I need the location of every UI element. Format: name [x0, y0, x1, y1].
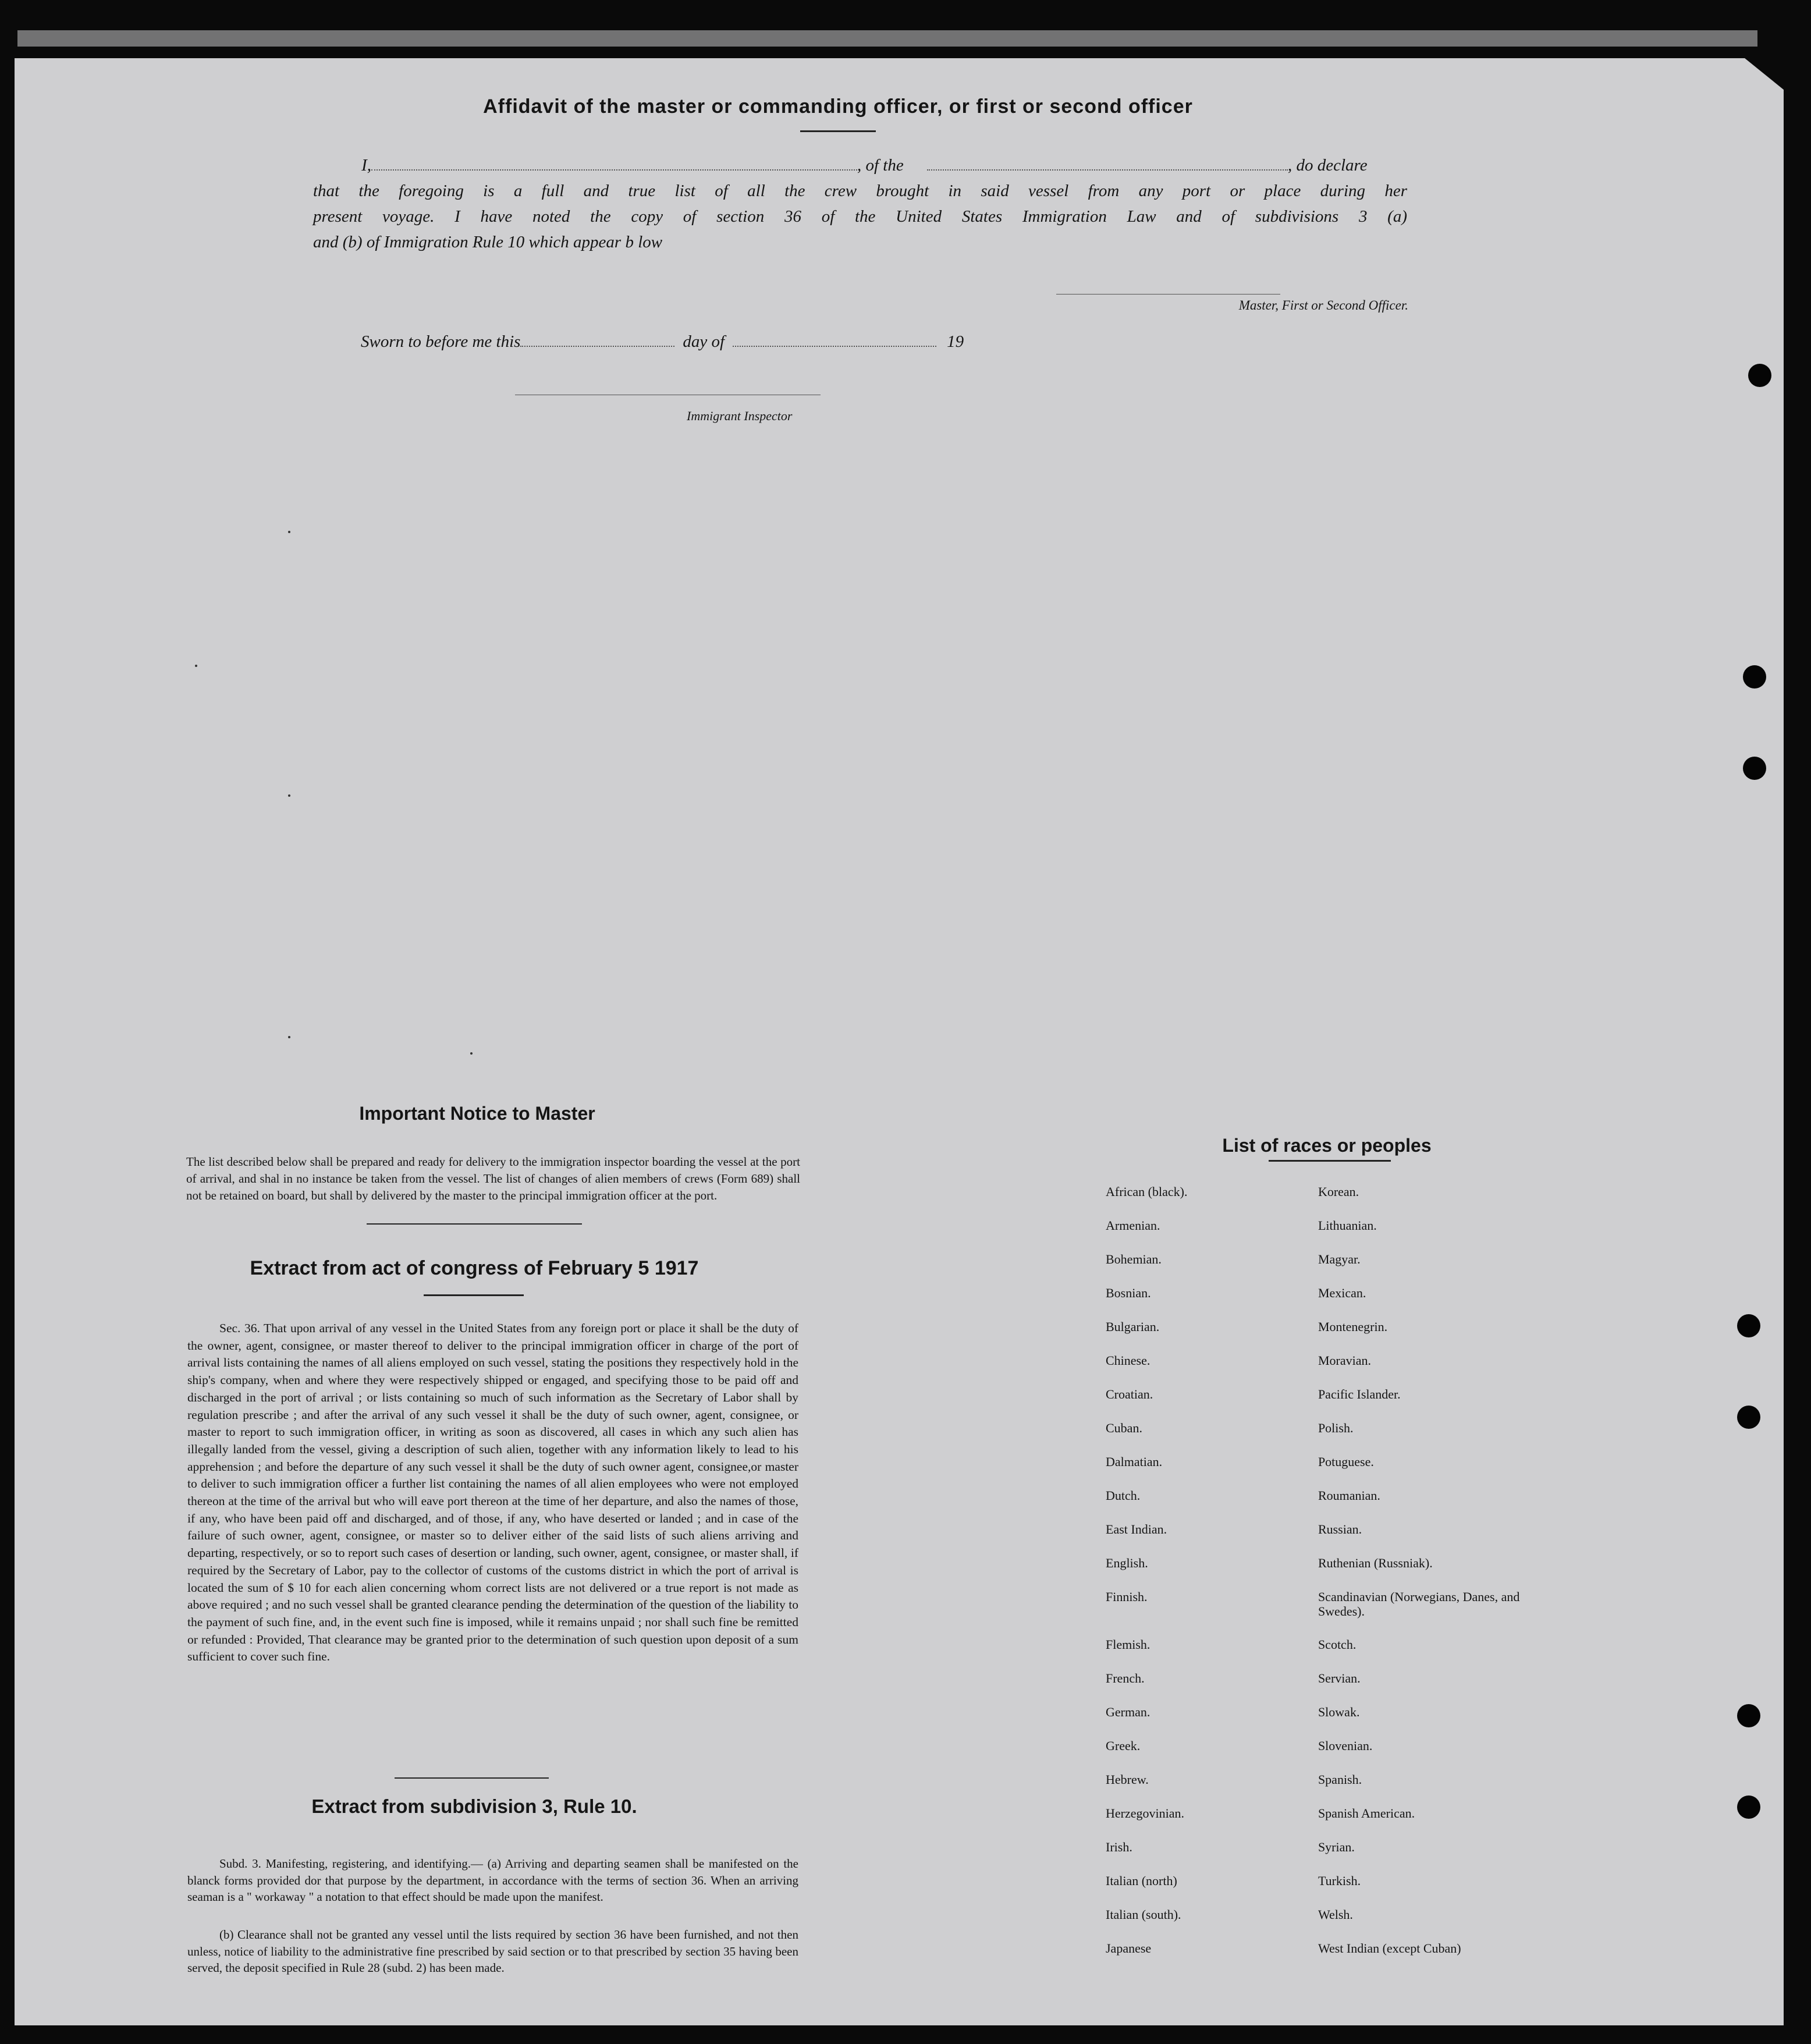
race-name: Moravian. [1318, 1353, 1371, 1368]
race-row [1106, 1353, 1525, 1387]
ink-speck [288, 794, 290, 797]
race-name: Scotch. [1318, 1637, 1357, 1652]
race-name: Italian (south). [1106, 1907, 1181, 1922]
race-row [1106, 1671, 1525, 1705]
race-name: Scandinavian (Norwegians, Danes, and Swedes). [1318, 1589, 1520, 1619]
sworn-line [361, 329, 964, 354]
race-name: Hebrew. [1106, 1772, 1149, 1787]
race-name: Bohemian. [1106, 1252, 1162, 1266]
race-name: Slowak. [1318, 1705, 1360, 1719]
race-name: Pacific Islander. [1318, 1387, 1401, 1401]
declaration-of-the: , of the [857, 156, 904, 175]
race-name: French. [1106, 1671, 1145, 1685]
race-name: Welsh. [1318, 1907, 1353, 1922]
sworn-year-prefix: 19 [947, 332, 964, 351]
race-name: Finnish. [1106, 1589, 1148, 1604]
affidavit-title: Affidavit of the master or commanding officer, or first or second officer [483, 95, 1193, 118]
race-name: Syrian. [1318, 1840, 1355, 1854]
race-name: African (black). [1106, 1184, 1188, 1199]
declaration-line-4: and (b) of Immigration Rule 10 which appear b low [313, 233, 663, 251]
binder-hole [1737, 1704, 1760, 1727]
race-row [1106, 1705, 1525, 1738]
declaration-line-1 [313, 152, 1407, 178]
ink-speck [195, 665, 197, 667]
race-name: Montenegrin. [1318, 1319, 1388, 1334]
race-row [1106, 1941, 1525, 1975]
race-row [1106, 1319, 1525, 1353]
race-name: Dalmatian. [1106, 1454, 1163, 1469]
act-title-underline [424, 1294, 524, 1296]
act-divider [395, 1777, 549, 1779]
name-field[interactable] [371, 169, 857, 171]
race-name: Chinese. [1106, 1353, 1150, 1368]
race-name: East Indian. [1106, 1522, 1167, 1536]
declaration-i: I, [361, 156, 371, 175]
binder-hole [1743, 665, 1766, 689]
sworn-month-field[interactable] [733, 345, 936, 347]
race-row [1106, 1738, 1525, 1772]
declaration-line-3: present voyage. I have noted the copy of section 36 of the United States Immigration Law and of subdivisions 3 (a) [313, 207, 1407, 226]
race-name: German. [1106, 1705, 1150, 1719]
binder-hole [1737, 1406, 1760, 1429]
race-name: Flemish. [1106, 1637, 1150, 1652]
rule-text-b: (b) Clearance shall not be granted any vessel until the lists required by section 36 have been furnished, and not then unless, notice of liability to the administrative fine prescribed by said section or to that prescribed by section 35 having been served, the deposit specified in Rule 28 (subd. 2) has been made. [187, 1928, 798, 1975]
race-name: Italian (north) [1106, 1873, 1177, 1888]
race-row [1106, 1637, 1525, 1671]
race-name: West Indian (except Cuban) [1318, 1941, 1461, 1956]
races-title: List of races or peoples [1222, 1135, 1432, 1156]
race-row [1106, 1252, 1525, 1286]
race-name: Spanish. [1318, 1772, 1362, 1787]
ink-speck [288, 531, 290, 533]
binder-hole [1743, 757, 1766, 780]
declaration-block [313, 152, 1407, 255]
race-row [1106, 1488, 1525, 1522]
races-title-underline [1269, 1160, 1391, 1162]
race-row [1106, 1421, 1525, 1454]
rule-text-a: Subd. 3. Manifesting, registering, and identifying.— (a) Arriving and departing seamen shall be manifested on the blanck forms provided dor that purpose by the department, in accordance with the terms of section 36. When an arriving seaman is a " workaway " a notation to that effect should be made upon the manifest. [187, 1857, 798, 1904]
race-row [1106, 1806, 1525, 1840]
race-row [1106, 1840, 1525, 1873]
sworn-label: Sworn to before me this [361, 332, 521, 351]
binder-hole [1748, 364, 1771, 387]
race-name: Magyar. [1318, 1252, 1361, 1266]
race-name: English. [1106, 1556, 1148, 1570]
race-row [1106, 1907, 1525, 1941]
races-list [1106, 1184, 1525, 1975]
race-name: Cuban. [1106, 1421, 1142, 1435]
race-row [1106, 1772, 1525, 1806]
inspector-label: Immigrant Inspector [687, 409, 793, 423]
declaration-do-declare: , do declare [1288, 156, 1368, 175]
race-name: Herzegovinian. [1106, 1806, 1184, 1821]
bleed-through-strip [17, 30, 1757, 47]
sworn-day-field[interactable] [520, 345, 674, 347]
race-name: Servian. [1318, 1671, 1361, 1685]
race-name: Bosnian. [1106, 1286, 1151, 1300]
notice-title: Important Notice to Master [359, 1103, 595, 1124]
race-name: Roumanian. [1318, 1488, 1380, 1503]
race-row [1106, 1454, 1525, 1488]
race-name: Greek. [1106, 1738, 1141, 1753]
race-row [1106, 1522, 1525, 1556]
race-name: Slovenian. [1318, 1738, 1373, 1753]
title-underline [800, 130, 876, 132]
race-name: Potuguese. [1318, 1454, 1374, 1469]
race-row [1106, 1218, 1525, 1252]
ink-speck [288, 1036, 290, 1038]
race-row [1106, 1589, 1525, 1637]
vessel-field[interactable] [927, 169, 1288, 171]
act-title: Extract from act of congress of February 5 1917 [250, 1257, 699, 1279]
declaration-line-2: that the foregoing is a full and true list of all the crew brought in said vessel from any port or place during her [313, 182, 1407, 200]
master-signature-label: Master, First or Second Officer. [1238, 298, 1408, 313]
race-name: Bulgarian. [1106, 1319, 1160, 1334]
race-name: Spanish American. [1318, 1806, 1415, 1821]
race-name: Polish. [1318, 1421, 1354, 1435]
race-row [1106, 1873, 1525, 1907]
race-row [1106, 1286, 1525, 1319]
race-name: Mexican. [1318, 1286, 1366, 1300]
rule-title: Extract from subdivision 3, Rule 10. [311, 1795, 637, 1817]
race-name: Russian. [1318, 1522, 1362, 1536]
race-name: Irish. [1106, 1840, 1132, 1854]
race-name: Ruthenian (Russniak). [1318, 1556, 1433, 1570]
race-name: Croatian. [1106, 1387, 1153, 1401]
ink-speck [470, 1052, 473, 1055]
race-name: Japanese [1106, 1941, 1152, 1956]
race-name: Armenian. [1106, 1218, 1160, 1233]
notice-divider [367, 1223, 582, 1225]
race-row [1106, 1387, 1525, 1421]
notice-text: The list described below shall be prepared and ready for delivery to the immigration inspector boarding the vessel at the port of arrival, and shal in no instance be taken from the vessel. The list of changes of alien members of crews (Form 689) shall not be retained on board, but shall by delivered by the master to the principal immigration officer at the port. [186, 1155, 800, 1202]
race-name: Lithuanian. [1318, 1218, 1377, 1233]
binder-hole [1737, 1314, 1760, 1337]
binder-hole [1737, 1795, 1760, 1819]
race-name: Dutch. [1106, 1488, 1141, 1503]
act-text: Sec. 36. That upon arrival of any vessel in the United States from any foreign port or place it shall be the duty of the owner, agent, consignee, or master thereof to deliver to the principal immigration officer in charge of the port of arrival lists containing the names of all aliens employed on such vessel, stating the positions they respectively hold in the ship's company, when and where they were respectively shipped or engaged, and specifying those to be paid off and discharged in the port of arrival ; or lists containing so much of such information as the Secretary of Labor shall by regulation prescribe ; and after the arrival of any such vessel it shall be the duty of such owner, agent, consignee, or master to report to such immigration officer, in writing as soon as discovered, all cases in which any such alien has illegally landed from the vessel, giving a description of such alien, together with any information likely to lead to his apprehension ; and before the departure of any such vessel it shall be the duty of such owner agent, consignee,or master to deliver to such immigration officer a further list containing the names of all alien employees who were not employed thereon at the time of the arrival but who will eave port thereon at the time of her departure, and also the names of those, if any, who have been paid off and discharged, and of those, if any, who have deserted or landed ; and in case of the failure of such owner, agent, consignee, or master so to deliver either of the said lists of such aliens arriving and departing, respectively, or so to report such cases of desertion or landing, such owner, agent, consignee, or master shall, if required by the Secretary of Labor, pay to the collector of customs of the customs district in which the port of arrival is located the sum of $ 10 for each alien concerning whom correct lists are not delivered or a true report is not made as above required ; and no such vessel shall be granted clearance pending the determination of the question of the liability to the payment of such fine, and, in the event such fine is imposed, while it remains unpaid ; nor shall such fine be remitted or refunded : Provided, That clearance may be granted prior to the determination of such question upon deposit of a sum sufficient to cover such fine. [187, 1321, 798, 1664]
sworn-day-of: day of [683, 332, 725, 351]
race-row [1106, 1556, 1525, 1589]
race-name: Turkish. [1318, 1873, 1361, 1888]
race-name: Korean. [1318, 1184, 1359, 1199]
race-row [1106, 1184, 1525, 1218]
